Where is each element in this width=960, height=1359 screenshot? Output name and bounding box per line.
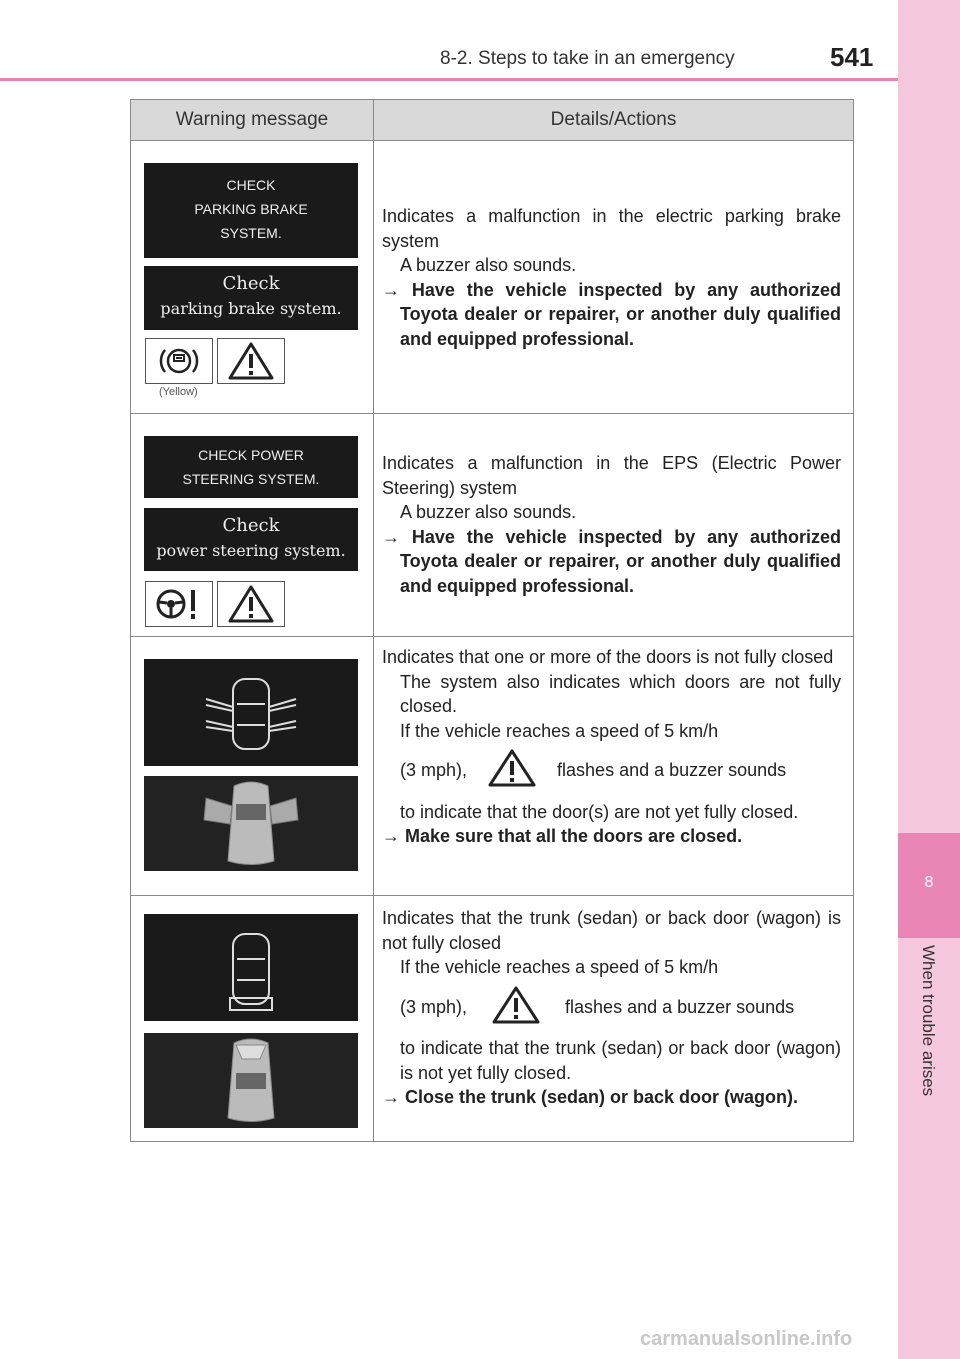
trunk-open-outline-icon bbox=[144, 914, 358, 1021]
trunk-open-car-screen bbox=[144, 1033, 358, 1128]
warning-details bbox=[374, 637, 854, 896]
details-speed: If the vehicle reaches a speed of 5 km/h bbox=[400, 720, 719, 741]
indicator-icons bbox=[145, 581, 373, 627]
details-sub-doors: The system also indicates which doors are not fully closed. bbox=[400, 671, 841, 716]
car-doors-open-icon bbox=[144, 776, 358, 871]
section-title: 8-2. Steps to take in an emergency bbox=[440, 48, 735, 69]
header-warning-message: Warning message bbox=[131, 100, 374, 141]
warning-triangle-icon bbox=[491, 986, 541, 1031]
steering-warning-icon bbox=[145, 581, 213, 627]
display-screen-graphic: Check parking brake system. bbox=[144, 266, 358, 330]
details-main: Indicates that one or more of the doors is not fully closed bbox=[382, 647, 834, 667]
details-sub-indicate: to indicate that the door(s) are not yet fully closed. bbox=[400, 801, 799, 822]
car-trunk-open-icon bbox=[144, 1033, 358, 1128]
details-main: Indicates a malfunction in the EPS (Electric Power Steering) system bbox=[382, 453, 841, 498]
table-row bbox=[131, 141, 854, 414]
warning-images bbox=[131, 896, 374, 1142]
details-main: Indicates that the trunk (sedan) or back door (wagon) is not fully closed bbox=[382, 908, 841, 953]
parking-brake-icon bbox=[145, 338, 213, 384]
warning-details bbox=[374, 896, 854, 1142]
warning-details bbox=[374, 141, 854, 414]
details-speed: If the vehicle reaches a speed of 5 km/h bbox=[400, 957, 719, 977]
header-rule bbox=[0, 78, 898, 81]
table-row bbox=[131, 637, 854, 896]
page-number: 541 bbox=[830, 42, 874, 72]
watermark: carmanualsonline.info bbox=[640, 1328, 853, 1350]
door-open-outline-icon bbox=[144, 659, 358, 766]
indicator-icons bbox=[145, 338, 373, 384]
warning-images bbox=[131, 141, 374, 414]
warning-triangle-icon bbox=[217, 338, 285, 384]
details-action: → Have the vehicle inspected by any authorized Toyota dealer or repairer, or another duly qualified and equipped professional. bbox=[382, 526, 841, 596]
warning-triangle-icon bbox=[217, 581, 285, 627]
display-screen-graphic: Check power steering system. bbox=[144, 508, 358, 571]
chapter-number-tab[interactable]: 8 bbox=[898, 833, 960, 938]
table-row bbox=[131, 896, 854, 1142]
icon-color-caption: (Yellow) bbox=[159, 386, 198, 398]
display-screen-text: CHECK PARKING BRAKE SYSTEM. bbox=[144, 163, 358, 258]
warning-images bbox=[131, 637, 374, 896]
details-sub: A buzzer also sounds. bbox=[400, 255, 577, 275]
details-action: → Make sure that all the doors are closed. bbox=[382, 826, 743, 846]
details-main: Indicates a malfunction in the electric parking brake system bbox=[382, 206, 841, 251]
warning-details bbox=[374, 414, 854, 637]
details-sub-indicate: to indicate that the trunk (sedan) or back door (wagon) is not yet fully closed. bbox=[400, 1038, 841, 1083]
details-speed-inline: (3 mph), flashes and a buzzer sounds bbox=[382, 986, 841, 1031]
warning-message-table bbox=[130, 99, 854, 1142]
header-details-actions: Details/Actions bbox=[374, 100, 854, 141]
chapter-title: When trouble arises bbox=[919, 945, 938, 1097]
table-row bbox=[131, 414, 854, 637]
details-action: → Close the trunk (sedan) or back door (wagon). bbox=[382, 1087, 799, 1107]
door-open-car-screen bbox=[144, 776, 358, 871]
trunk-open-outline-screen bbox=[144, 914, 358, 1021]
details-sub: A buzzer also sounds. bbox=[400, 502, 577, 522]
warning-images bbox=[131, 414, 374, 637]
display-screen-text: CHECK POWER STEERING SYSTEM. bbox=[144, 436, 358, 498]
door-open-outline-screen bbox=[144, 659, 358, 766]
table-header-row bbox=[131, 100, 854, 141]
details-speed-inline: (3 mph), flashes and a buzzer sounds bbox=[382, 749, 841, 794]
details-action: → Have the vehicle inspected by any authorized Toyota dealer or repairer, or another duly qualified and equipped professional. bbox=[382, 279, 841, 349]
warning-triangle-icon bbox=[487, 749, 537, 794]
